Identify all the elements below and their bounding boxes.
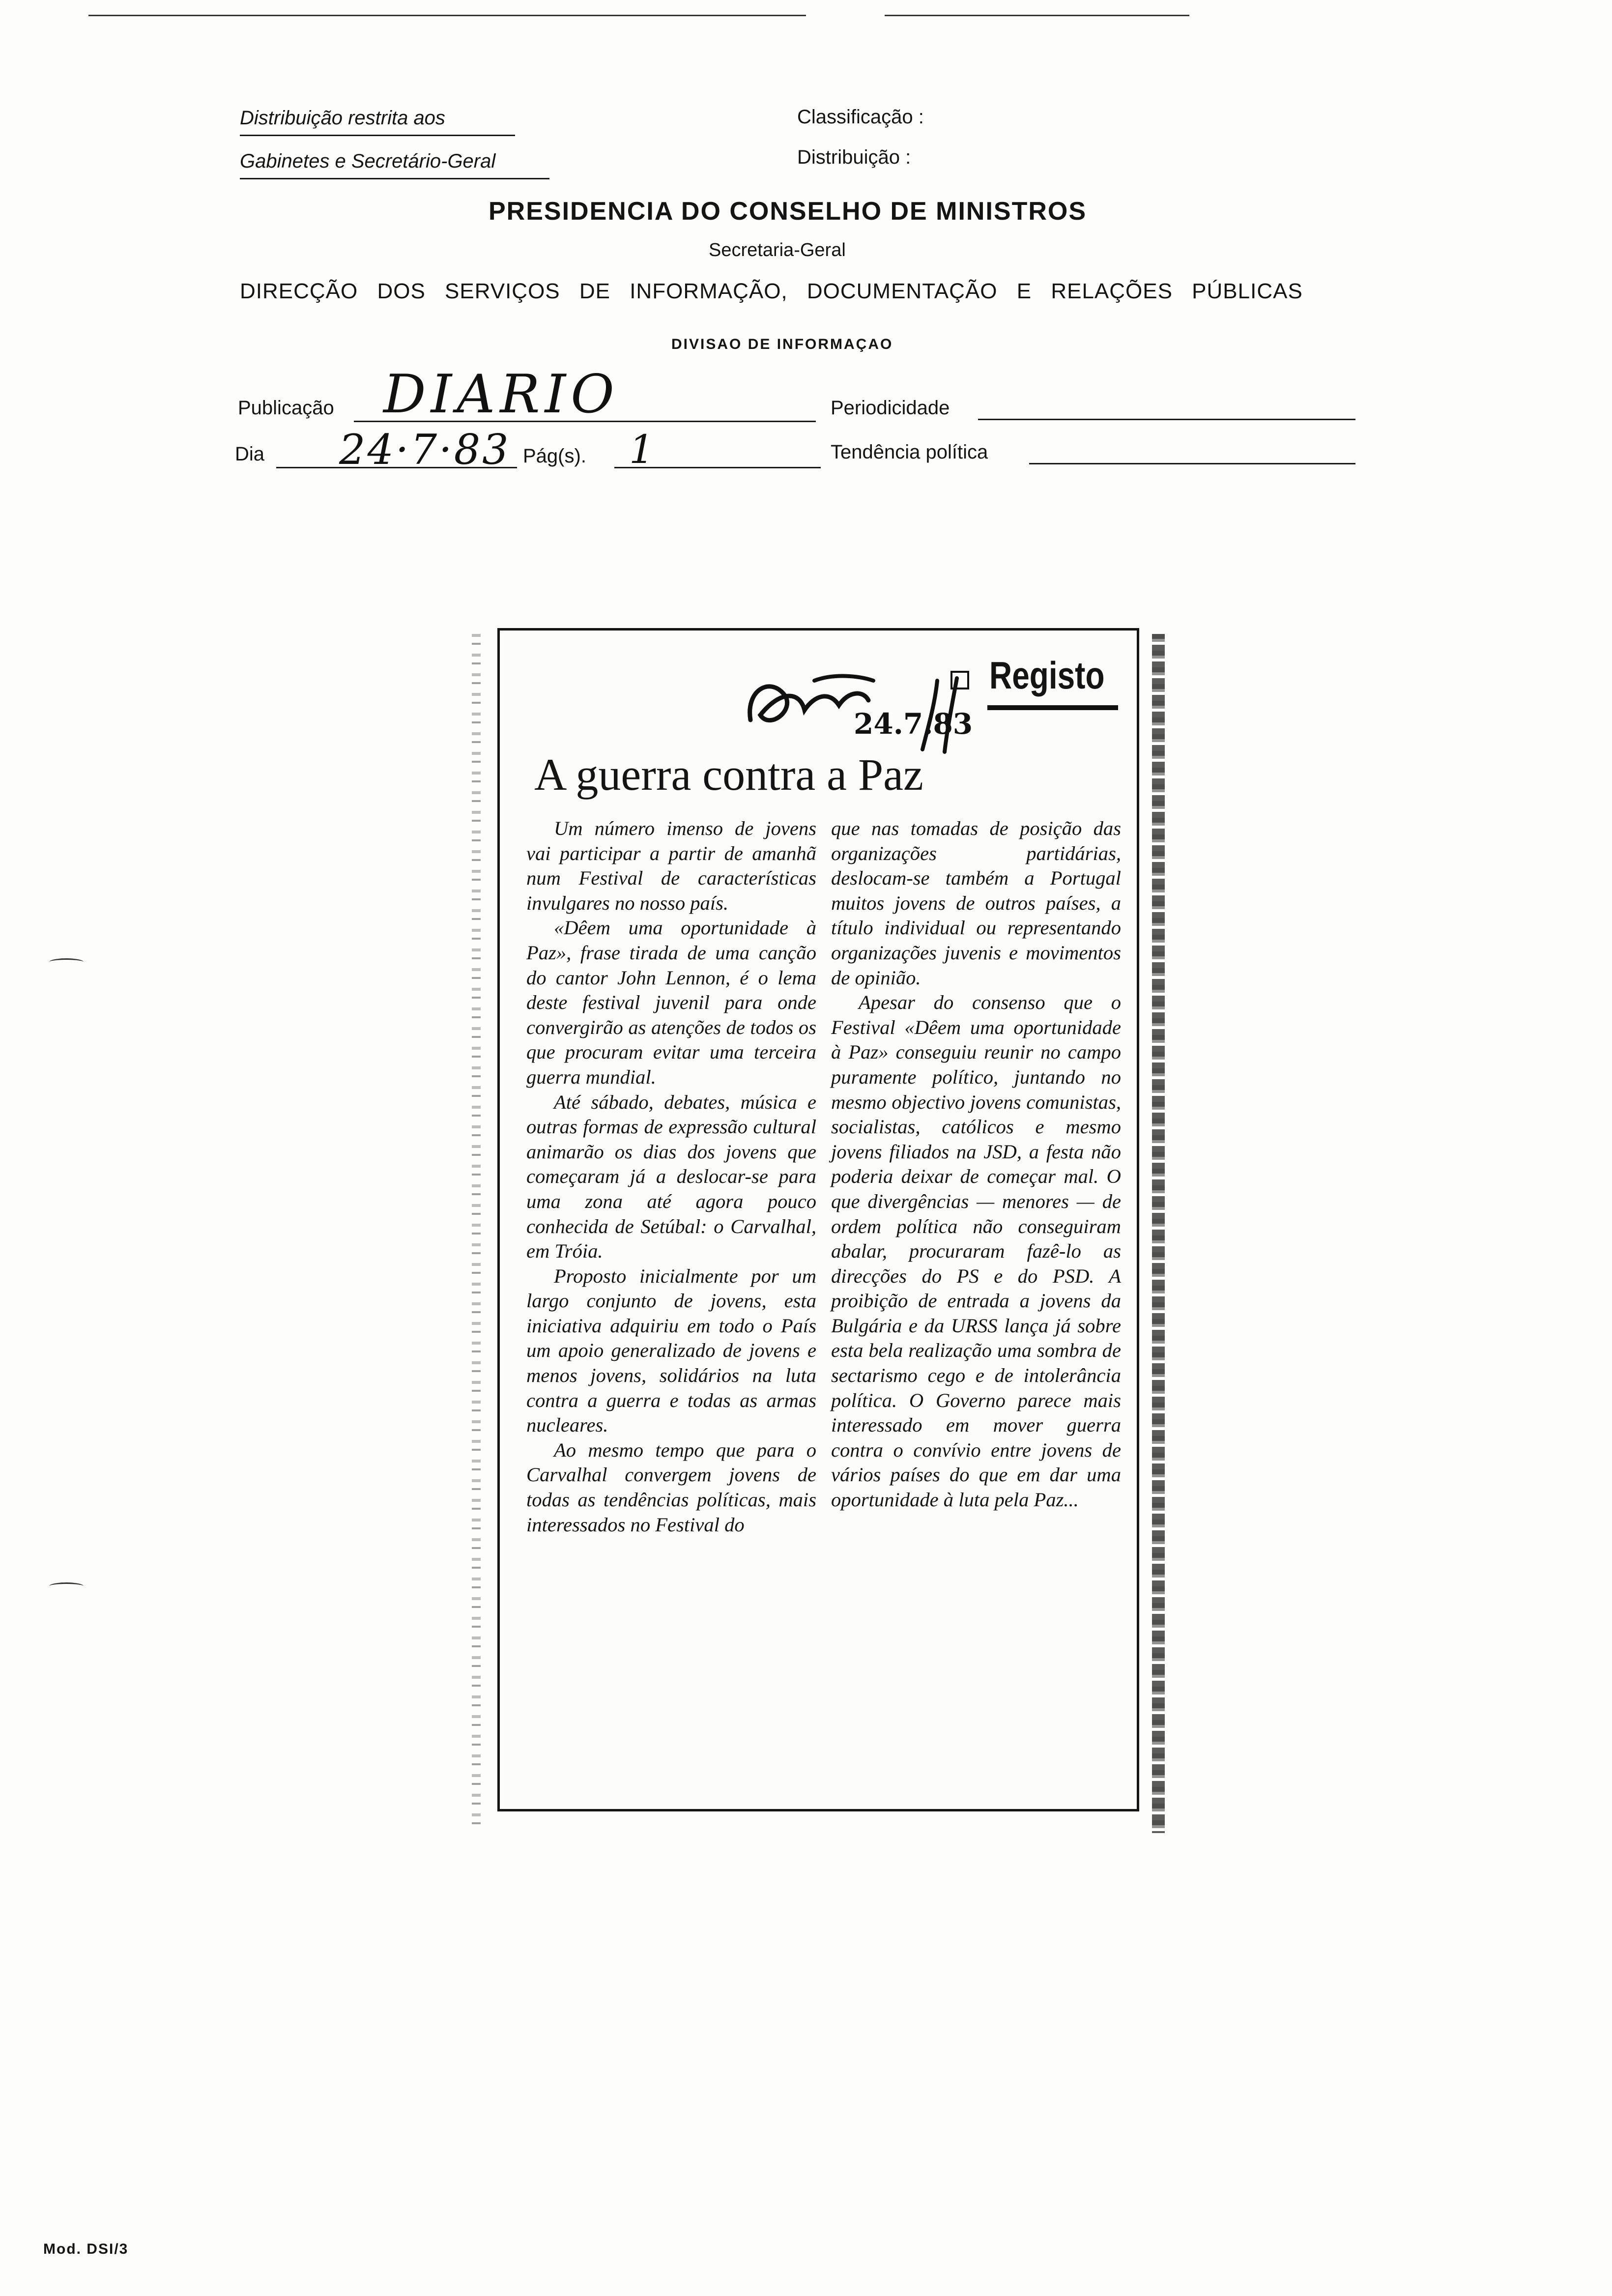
page-title: PRESIDENCIA DO CONSELHO DE MINISTROS <box>489 197 1087 226</box>
tendencia-line <box>1029 463 1355 464</box>
headline: A guerra contra a Paz <box>534 749 923 800</box>
article-paragraph: «Dêem uma oportunidade à Paz», frase tirada de uma canção do cantor John Lennon, é o lema deste festival juvenil para onde convergirão as atenções de todos os que procuram evitar uma terceira guerra mundial. <box>526 917 816 1088</box>
handwritten-date: 24.7.83 <box>854 707 973 741</box>
periodicidade-line <box>978 419 1355 420</box>
publicacao-label: Publicação <box>238 397 334 419</box>
underline <box>240 178 549 179</box>
direccao-heading: DIRECÇÃO DOS SERVIÇOS DE INFORMAÇÃO, DOCUMENTAÇÃO E RELAÇÕES PÚBLICAS <box>240 279 1303 303</box>
article-paragraph: Apesar do consenso que o Festival «Dêem uma oportunidade à Paz» conseguiu reunir no campo puramente político, juntando no mesmo objectivo jovens comunistas, socialistas, católicos e mesmo jovens filiados na JSD, a festa não poderia deixar de começar mal. O que divergências — menores — de ordem política não conseguiram abalar, procuraram fazê-lo as direcções do PS e do PSD. A proibição de entrada a jovens da Bulgária e da URSS lança já sobre esta bela realização uma sombra de sectarismo cego e de intolerância política. O Governo parece mais interessado em mover guerra contra o convívio entre jovens de vários países do que em dar uma oportunidade à luta pela Paz... <box>831 991 1121 1511</box>
publicacao-line <box>354 421 816 422</box>
article-paragraph: que nas tomadas de posição das organizações partidárias, deslocam-se também a Portugal muitos jovens de outros países, a título individual ou representando organizações juvenis e movimentos de opinião. <box>831 817 1121 989</box>
scan-top-line <box>88 15 806 16</box>
article-paragraph: Proposto inicialmente por um largo conjunto de jovens, esta iniciativa adquiriu em todo o País um apoio generalizado de jovens e menos jovens, solidários na luta contra a guerra e todas as armas nucleares. <box>526 1264 816 1436</box>
dia-label: Dia <box>235 443 265 465</box>
restricted-line-2: Gabinetes e Secretário-Geral <box>240 150 496 172</box>
pag-value: 1 <box>629 427 654 472</box>
divisao-heading: DIVISAO DE INFORMAÇAO <box>671 336 893 352</box>
publicacao-value: DIARIO <box>383 364 619 425</box>
article-column-left <box>526 816 816 1537</box>
pag-label: Pág(s). <box>523 445 586 467</box>
article-paragraph: Ao mesmo tempo que para o Carvalhal convergem jovens de todas as tendências políticas, mais interessados no Festival do <box>526 1438 816 1536</box>
article-column-right <box>831 816 1121 1513</box>
periodicidade-label: Periodicidade <box>831 397 950 419</box>
page-subtitle: Secretaria-Geral <box>709 240 846 260</box>
distribuicao-label: Distribuição : <box>797 146 911 168</box>
scan-mark <box>49 958 84 966</box>
kicker: Registo <box>989 654 1105 697</box>
scan-top-line <box>885 15 1189 16</box>
scan-mark <box>49 1582 84 1590</box>
restricted-line-1: Distribuição restrita aos <box>240 107 445 129</box>
article-paragraph: Até sábado, debates, música e outras formas de expressão cultural animarão os dias dos jovens que começaram já a deslocar-se para uma zona até agora pouco conhecida de Setúbal: o Carvalhal, em Tróia. <box>526 1091 816 1263</box>
kicker-rule <box>987 705 1118 710</box>
newspaper-clipping <box>497 628 1139 1811</box>
form-code: Mod. DSI/3 <box>43 2241 129 2257</box>
article-paragraph: Um número imenso de jovens vai participar a partir de amanhã num Festival de características invulgares no nosso país. <box>526 817 816 914</box>
kicker-box-icon <box>950 671 969 689</box>
pag-line <box>614 467 821 468</box>
tendencia-label: Tendência política <box>831 441 988 463</box>
scan-edge-left <box>472 634 481 1833</box>
dia-value: 24·7·83 <box>339 426 511 474</box>
scan-edge-right <box>1152 634 1165 1833</box>
underline <box>240 135 515 136</box>
classificacao-label: Classificação : <box>797 106 924 128</box>
